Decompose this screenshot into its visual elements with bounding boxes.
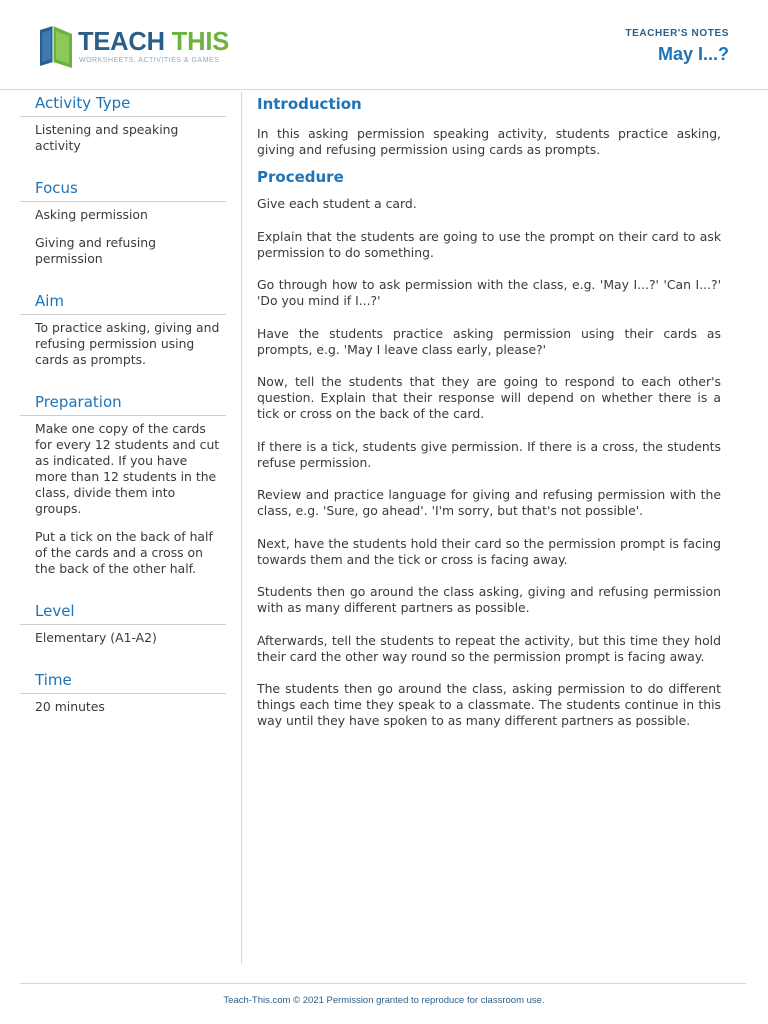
procedure-step: Next, have the students hold their card so the permission prompt is facing towards them and the tick or cross is facing away. bbox=[257, 535, 721, 567]
sidebar-item: Make one copy of the cards for every 12 students and cut as indicated. If you have more than 12 students in the class, divide them into groups. bbox=[35, 421, 220, 516]
procedure-step: The students then go around the class, asking permission to do different things each time they speak to a classmate. The students continue in this way until they have spoken to as many different partners as possible. bbox=[257, 681, 721, 728]
procedure-step: Review and practice language for giving and refusing permission with the class, e.g. 'Sure, go ahead'. 'I'm sorry, but that's not possible'. bbox=[257, 487, 721, 518]
procedure-step: If there is a tick, students give permission. If there is a cross, the students refuse permission. bbox=[257, 438, 721, 470]
sidebar-item: Giving and refusing permission bbox=[35, 235, 157, 266]
sidebar-heading: Activity Type bbox=[20, 94, 226, 117]
sidebar-item: To practice asking, giving and refusing permission using cards as prompts. bbox=[35, 320, 220, 367]
sidebar-section-preparation bbox=[20, 393, 226, 577]
procedure-step: Have the students practice asking permission using their cards as prompts, e.g. 'May I leave class early, please?' bbox=[257, 325, 721, 357]
footer-divider bbox=[20, 983, 746, 984]
procedure-step: Give each student a card. bbox=[257, 196, 417, 211]
book-icon bbox=[36, 24, 76, 68]
page-header bbox=[0, 0, 768, 90]
procedure-list bbox=[257, 196, 721, 729]
procedure-step: Afterwards, tell the students to repeat the activity, but this time they hold their card the other way round so the permission prompt is facing away. bbox=[257, 632, 721, 664]
procedure-step: Explain that the students are going to use the prompt on their card to ask permission to do something. bbox=[257, 228, 721, 260]
procedure-heading: Procedure bbox=[257, 168, 344, 186]
footer-copyright: Teach-This.com © 2021 Permission granted to reproduce for classroom use. bbox=[223, 995, 545, 1006]
sidebar-heading: Aim bbox=[20, 292, 226, 315]
column-divider bbox=[241, 92, 242, 964]
sidebar-section-level bbox=[20, 602, 226, 646]
sidebar-section-focus bbox=[20, 179, 226, 267]
sidebar-heading: Level bbox=[20, 602, 226, 625]
teach-this-logo[interactable] bbox=[36, 22, 236, 70]
page-title: May I...? bbox=[657, 44, 729, 64]
logo-word-primary: TEACH bbox=[78, 28, 165, 56]
sidebar-heading: Focus bbox=[20, 179, 226, 202]
sidebar-item: Asking permission bbox=[35, 207, 148, 222]
sidebar-section-activity-type bbox=[20, 94, 226, 154]
teachers-notes-label: TEACHER'S NOTES bbox=[625, 28, 729, 39]
sidebar-heading: Preparation bbox=[20, 393, 226, 416]
sidebar-item: 20 minutes bbox=[35, 699, 105, 714]
sidebar-item: Elementary (A1-A2) bbox=[35, 630, 157, 645]
sidebar-item: Listening and speaking activity bbox=[35, 122, 179, 153]
sidebar-section-aim bbox=[20, 292, 226, 368]
sidebar-item: Put a tick on the back of half of the cards and a cross on the back of the other half. bbox=[35, 529, 213, 576]
procedure-step: Students then go around the class asking, giving and refusing permission with as many different partners as possible. bbox=[257, 584, 721, 615]
logo-word-secondary: THIS bbox=[171, 28, 230, 56]
logo-wordmark bbox=[78, 28, 229, 57]
sidebar bbox=[20, 94, 226, 740]
main-content bbox=[257, 94, 721, 746]
introduction-text: In this asking permission speaking activity, students practice asking, giving and refusing permission using cards as prompts. bbox=[257, 126, 721, 157]
logo-tagline: WORKSHEETS, ACTIVITIES & GAMES bbox=[79, 57, 220, 64]
procedure-step: Go through how to ask permission with the class, e.g. 'May I...?' 'Can I...?' 'Do you mind if I...?' bbox=[257, 277, 721, 308]
sidebar-heading: Time bbox=[20, 671, 226, 694]
procedure-step: Now, tell the students that they are going to respond to each other's question. Explain that their response will depend on whether there is a tick or cross on the back of the card. bbox=[257, 374, 721, 421]
sidebar-section-time bbox=[20, 671, 226, 715]
introduction-heading: Introduction bbox=[257, 95, 362, 113]
